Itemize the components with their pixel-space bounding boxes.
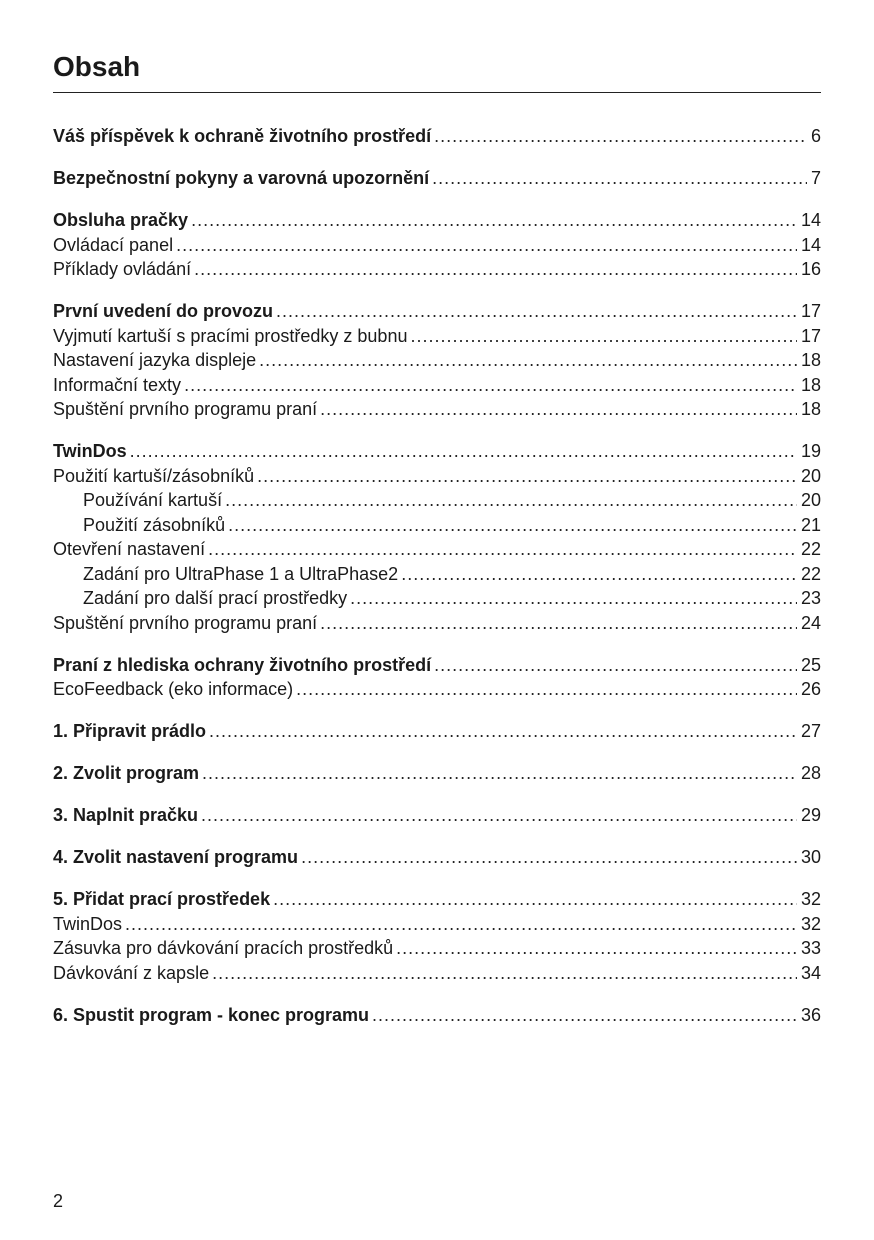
toc-entry-page: 29 (800, 805, 821, 825)
toc-entry-page: 36 (800, 1004, 821, 1025)
toc-dot-leader (228, 513, 797, 538)
toc-entry[interactable] (53, 324, 821, 349)
toc-entry-title: 2. Zvolit program (53, 763, 200, 783)
toc-entry-title: Zadání pro další prací prostředky (83, 588, 348, 608)
toc-entry-page: 17 (800, 325, 821, 346)
toc-dot-leader (296, 677, 797, 702)
toc-entry[interactable] (53, 677, 821, 702)
toc-entry-title: Vyjmutí kartuší s pracími prostředky z bubnu (53, 325, 408, 346)
toc-entry-title: První uvedení do provozu (53, 301, 274, 321)
toc-dot-leader (130, 439, 797, 464)
toc-entry-page: 33 (800, 938, 821, 958)
toc-entry[interactable] (53, 233, 821, 258)
toc-entry-page: 20 (800, 490, 821, 510)
page-number: 2 (53, 1191, 64, 1211)
toc-entry-title: TwinDos (53, 441, 127, 461)
toc-entry-page: 27 (800, 721, 821, 741)
page-title: Obsah (53, 51, 141, 82)
toc-entry-page: 32 (800, 913, 821, 934)
toc-dot-leader (350, 586, 797, 611)
toc-entry-page: 17 (800, 301, 821, 321)
toc-entry[interactable] (53, 208, 821, 233)
toc-entry[interactable] (53, 257, 821, 282)
toc-entry-page: 28 (800, 763, 821, 783)
toc-dot-leader (259, 348, 797, 373)
toc-dot-leader (320, 611, 797, 636)
toc-entry-title: Informační texty (53, 374, 182, 395)
toc-dot-leader (273, 887, 797, 912)
toc-entry-title: Používání kartuší (83, 490, 223, 510)
toc-entry[interactable] (53, 961, 821, 986)
toc-entry[interactable] (53, 299, 821, 324)
toc-entry[interactable] (53, 761, 821, 786)
toc-entry-page: 19 (800, 441, 821, 461)
toc-dot-leader (125, 912, 797, 937)
toc-dot-leader (191, 208, 797, 233)
toc-entry-page: 6 (810, 126, 821, 146)
toc-dot-leader (212, 961, 797, 986)
toc-entry-title: Obsluha pračky (53, 210, 189, 230)
toc-entry-title: Otevření nastavení (53, 539, 206, 559)
toc-dot-leader (432, 166, 807, 191)
toc-entry-page: 14 (800, 210, 821, 230)
toc-dot-leader (301, 845, 797, 870)
toc-entry-page: 34 (800, 962, 821, 983)
toc-entry-page: 22 (800, 539, 821, 559)
toc-entry[interactable] (53, 488, 821, 513)
toc-dot-leader (320, 397, 797, 422)
toc-dot-leader (225, 488, 797, 513)
toc-entry[interactable] (53, 166, 821, 191)
toc-entry-page: 18 (800, 399, 821, 419)
toc-entry-page: 14 (800, 234, 821, 255)
toc-dot-leader (401, 562, 797, 587)
toc-dot-leader (209, 719, 797, 744)
toc-entry-title: Zadání pro UltraPhase 1 a UltraPhase2 (83, 563, 399, 584)
toc-dot-leader (257, 464, 797, 489)
toc-entry-page: 7 (810, 168, 821, 188)
toc-dot-leader (194, 257, 797, 282)
toc-entry-page: 32 (800, 889, 821, 909)
toc-dot-leader (434, 124, 807, 149)
toc-entry-title: Použití zásobníků (83, 514, 226, 535)
toc-entry[interactable] (53, 348, 821, 373)
toc-dot-leader (434, 653, 797, 678)
toc-entry-title: 1. Připravit prádlo (53, 721, 207, 741)
toc-dot-leader (410, 324, 797, 349)
toc-entry[interactable] (53, 439, 821, 464)
toc-entry-title: Ovládací panel (53, 234, 174, 255)
toc-entry[interactable] (53, 562, 821, 587)
toc-entry-page: 30 (800, 847, 821, 867)
toc-dot-leader (396, 936, 797, 961)
toc-dot-leader (202, 761, 797, 786)
toc-entry[interactable] (53, 373, 821, 398)
table-of-contents (53, 124, 821, 1027)
toc-entry-title: 6. Spustit program - konec programu (53, 1004, 370, 1025)
toc-entry-page: 23 (800, 588, 821, 608)
toc-entry-title: 5. Přidat prací prostředek (53, 889, 271, 909)
toc-dot-leader (372, 1003, 797, 1028)
toc-entry[interactable] (53, 653, 821, 678)
toc-entry-title: Zásuvka pro dávkování pracích prostředků (53, 938, 394, 958)
toc-entry-page: 16 (800, 259, 821, 279)
toc-dot-leader (176, 233, 797, 258)
toc-entry[interactable] (53, 611, 821, 636)
toc-entry-page: 24 (800, 612, 821, 633)
toc-entry[interactable] (53, 912, 821, 937)
toc-entry[interactable] (53, 719, 821, 744)
toc-entry-title: Váš příspěvek k ochraně životního prostředí (53, 126, 432, 146)
toc-entry-title: Spuštění prvního programu praní (53, 399, 318, 419)
toc-entry-title: EcoFeedback (eko informace) (53, 679, 294, 699)
toc-entry-title: Spuštění prvního programu praní (53, 612, 318, 633)
toc-entry[interactable] (53, 397, 821, 422)
toc-entry-title: Praní z hlediska ochrany životního prostředí (53, 654, 432, 675)
toc-entry-page: 18 (800, 350, 821, 370)
toc-entry-page: 26 (800, 679, 821, 699)
toc-entry[interactable] (53, 936, 821, 961)
toc-entry[interactable] (53, 1003, 821, 1028)
toc-entry-title: Příklady ovládání (53, 259, 192, 279)
title-divider (53, 92, 821, 93)
toc-entry[interactable] (53, 464, 821, 489)
toc-dot-leader (208, 537, 797, 562)
toc-dot-leader (184, 373, 797, 398)
toc-entry-title: Nastavení jazyka displeje (53, 350, 257, 370)
toc-entry-page: 21 (800, 514, 821, 535)
toc-entry-title: Použití kartuší/zásobníků (53, 465, 255, 486)
toc-entry[interactable] (53, 537, 821, 562)
toc-entry-page: 22 (800, 563, 821, 584)
toc-dot-leader (276, 299, 797, 324)
toc-entry-page: 20 (800, 465, 821, 486)
toc-entry-title: 3. Naplnit pračku (53, 805, 199, 825)
toc-entry[interactable] (53, 803, 821, 828)
toc-entry-title: Bezpečnostní pokyny a varovná upozornění (53, 168, 430, 188)
toc-entry[interactable] (53, 586, 821, 611)
toc-entry-title: Dávkování z kapsle (53, 962, 210, 983)
toc-entry-title: TwinDos (53, 913, 123, 934)
toc-entry[interactable] (53, 513, 821, 538)
toc-entry[interactable] (53, 887, 821, 912)
toc-dot-leader (201, 803, 797, 828)
toc-entry[interactable] (53, 124, 821, 149)
toc-entry[interactable] (53, 845, 821, 870)
toc-entry-title: 4. Zvolit nastavení programu (53, 847, 299, 867)
toc-entry-page: 18 (800, 374, 821, 395)
toc-entry-page: 25 (800, 654, 821, 675)
